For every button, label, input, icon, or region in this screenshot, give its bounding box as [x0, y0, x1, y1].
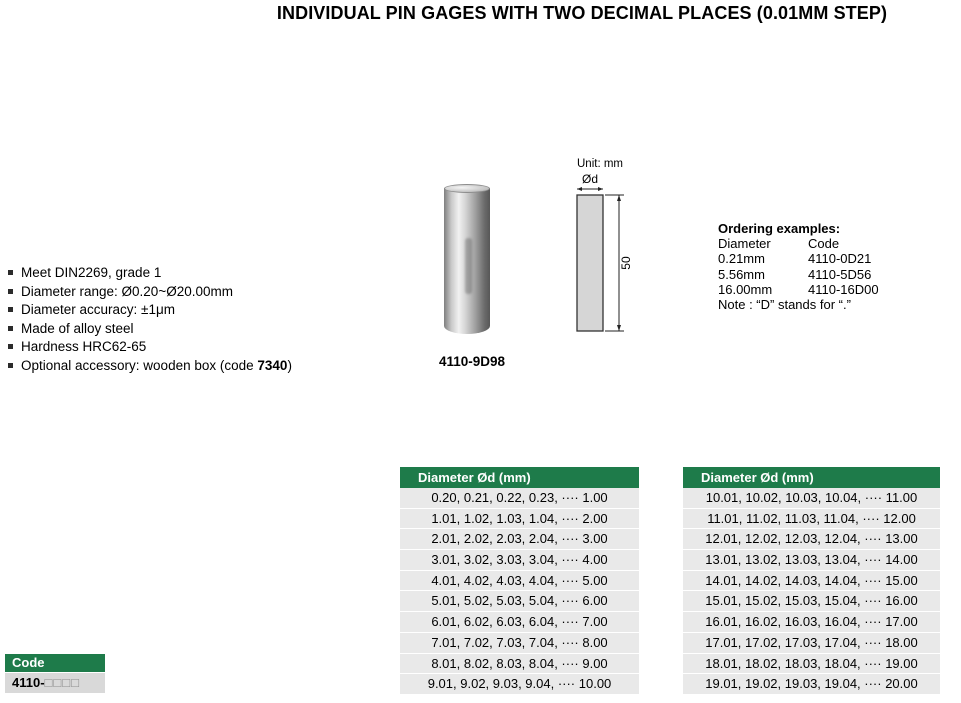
bullet-icon [8, 307, 13, 312]
table-row: 3.01, 3.02, 3.03, 3.04, ···· 4.00 [400, 550, 639, 571]
ordering-code: 4110-16D00 [808, 281, 879, 297]
bullet-icon [8, 363, 13, 368]
bullet-icon [8, 270, 13, 275]
table-row: 12.01, 12.02, 12.03, 12.04, ···· 13.00 [683, 529, 940, 550]
feature-text: Optional accessory: wooden box (code 7340) [21, 357, 292, 373]
code-header: Code [5, 654, 105, 672]
pin-product-code: 4110-9D98 [438, 354, 506, 369]
table-row: 9.01, 9.02, 9.03, 9.04, ···· 10.00 [400, 674, 639, 695]
ordering-diameter: 5.56mm [718, 266, 765, 282]
ordering-title: Ordering examples: [718, 221, 841, 236]
table-row: 16.01, 16.02, 16.03, 16.04, ···· 17.00 [683, 612, 940, 633]
ordering-header-row [718, 236, 948, 251]
ordering-diameter: 16.00mm [718, 281, 773, 297]
table-header: Diameter Ød (mm) [683, 467, 940, 488]
dimension-drawing [572, 170, 644, 350]
table-row: 14.01, 14.02, 14.03, 14.04, ···· 15.00 [683, 571, 940, 592]
feature-list [8, 265, 292, 377]
table-row: 1.01, 1.02, 1.03, 1.04, ···· 2.00 [400, 509, 639, 530]
pin-gage-image [444, 188, 490, 334]
feature-item [8, 339, 292, 354]
gage-rect [577, 195, 603, 331]
unit-label: Unit: mm [577, 158, 623, 170]
table-header: Diameter Ød (mm) [400, 467, 639, 488]
table-row: 15.01, 15.02, 15.03, 15.04, ···· 16.00 [683, 591, 940, 612]
table-row: 13.01, 13.02, 13.03, 13.04, ···· 14.00 [683, 550, 940, 571]
bullet-icon [8, 289, 13, 294]
ordering-example-row [718, 267, 948, 282]
ordering-code: 4110-0D21 [808, 251, 872, 267]
table-row: 17.01, 17.02, 17.03, 17.04, ···· 18.00 [683, 633, 940, 654]
table-row: 8.01, 8.02, 8.03, 8.04, ···· 9.00 [400, 654, 639, 675]
feature-item [8, 321, 292, 336]
table-row: 5.01, 5.02, 5.03, 5.04, ···· 6.00 [400, 591, 639, 612]
ordering-code: 4110-5D56 [808, 266, 872, 282]
feature-item [8, 265, 292, 280]
page-title: INDIVIDUAL PIN GAGES WITH TWO DECIMAL PLACES (0.01MM STEP) [276, 3, 888, 23]
ordering-example-row [718, 282, 948, 297]
feature-text: Diameter accuracy: ±1μm [21, 302, 175, 318]
table-row: 11.01, 11.02, 11.03, 11.04, ···· 12.00 [683, 509, 940, 530]
feature-item [8, 284, 292, 299]
ordering-diameter: 0.21mm [718, 251, 765, 267]
feature-text: Diameter range: Ø0.20~Ø20.00mm [21, 283, 233, 299]
bullet-icon [8, 344, 13, 349]
feature-item [8, 358, 292, 373]
table-row: 7.01, 7.02, 7.03, 7.04, ···· 8.00 [400, 633, 639, 654]
table-row: 6.01, 6.02, 6.03, 6.04, ···· 7.00 [400, 612, 639, 633]
ordering-examples [718, 221, 948, 312]
table-row: 10.01, 10.02, 10.03, 10.04, ···· 11.00 [683, 488, 940, 509]
diameter-table-1 [400, 467, 639, 695]
table-row: 19.01, 19.02, 19.03, 19.04, ···· 20.00 [683, 674, 940, 695]
ordering-note: Note : “D” stands for “.” [718, 297, 851, 313]
code-placeholder-boxes: □□□□ [44, 675, 80, 690]
code-table [5, 654, 105, 693]
bullet-icon [8, 326, 13, 331]
diameter-table-2 [683, 467, 940, 695]
diameter-dim-label: Ød [581, 172, 599, 186]
feature-item [8, 302, 292, 317]
table-row: 2.01, 2.02, 2.03, 2.04, ···· 3.00 [400, 529, 639, 550]
feature-text: Hardness HRC62-65 [21, 339, 147, 355]
ordering-example-row [718, 251, 948, 266]
length-dim-label: 50 [619, 256, 633, 270]
table-row: 18.01, 18.02, 18.03, 18.04, ···· 19.00 [683, 654, 940, 675]
feature-text: Made of alloy steel [21, 320, 134, 336]
feature-text: Meet DIN2269, grade 1 [21, 265, 162, 280]
table-row: 0.20, 0.21, 0.22, 0.23, ···· 1.00 [400, 488, 639, 509]
code-value: 4110-□□□□ [5, 673, 105, 693]
accessory-code: 7340 [257, 357, 288, 373]
ordering-col-diameter: Diameter [718, 236, 771, 252]
ordering-col-code: Code [808, 236, 840, 252]
table-row: 4.01, 4.02, 4.03, 4.04, ···· 5.00 [400, 571, 639, 592]
